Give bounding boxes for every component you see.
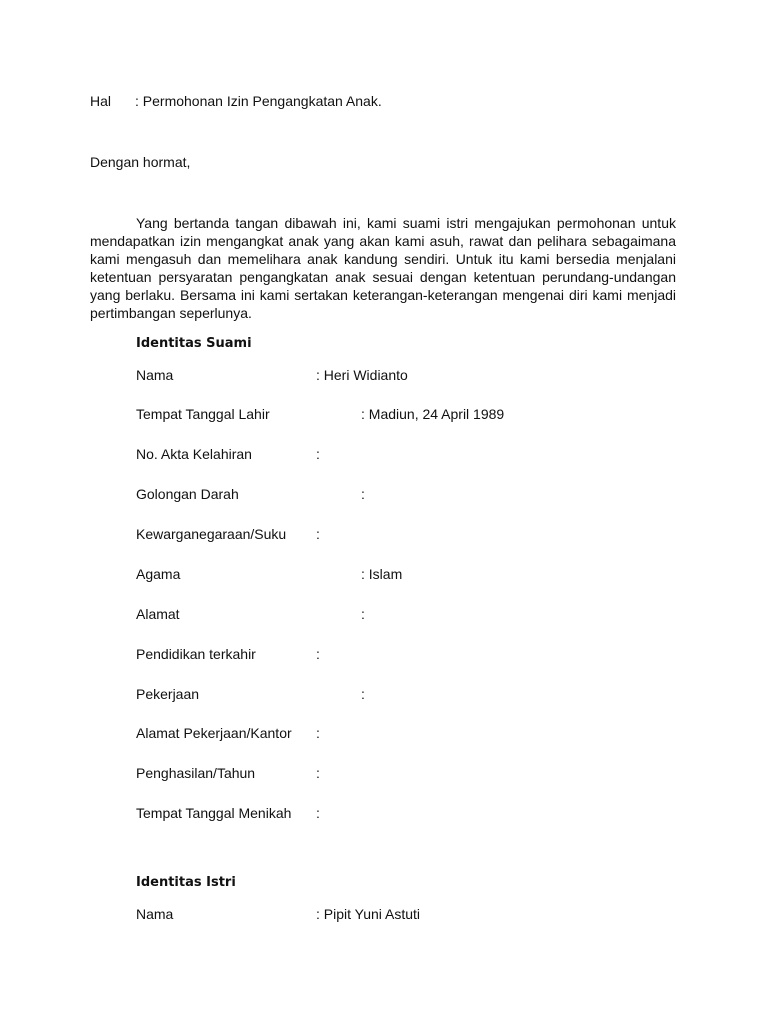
field-label: Alamat [136, 606, 180, 622]
field-label: Alamat Pekerjaan/Kantor [136, 725, 292, 741]
field-value: : [361, 606, 365, 622]
field-label: Tempat Tanggal Menikah [136, 805, 292, 821]
subject-label: Hal [90, 93, 112, 109]
field-value: : Islam [361, 566, 403, 582]
field-label: Kewarganegaraan/Suku [136, 526, 287, 542]
istri-heading: Identitas Istri [136, 875, 236, 890]
field-label: Pendidikan terkahir [136, 646, 256, 662]
field-value: : [316, 526, 320, 542]
field-label: Nama [136, 367, 174, 383]
field-value: : [316, 646, 320, 662]
field-label: Pekerjaan [136, 686, 200, 702]
field-value: : Madiun, 24 April 1989 [361, 406, 505, 422]
field-value: : [361, 486, 365, 502]
body-paragraph: Yang bertanda tangan dibawah ini, kami suami istri mengajukan permohonan untuk mendapatkan izin mengangkat anak yang akan kami asuh, rawat dan pelihara sebagaimana kami mengasuh dan memelihara anak kandung sendiri. Untuk itu kami bersedia menjalani ketentuan persyaratan pengangkatan anak sesuai dengan ketentuan perundang-undangan yang berlaku. Bersama ini kami sertakan keterangan-keterangan mengenai diri kami menjadi pertimbangan seperlunya. [90, 215, 676, 321]
greeting: Dengan hormat, [90, 154, 191, 170]
field-value: : [316, 765, 320, 781]
field-value: : Heri Widianto [316, 367, 408, 383]
field-label: Golongan Darah [136, 486, 239, 502]
field-label: Agama [136, 566, 181, 582]
field-label: Nama [136, 906, 174, 922]
field-value: : Pipit Yuni Astuti [316, 906, 421, 922]
field-value: : [316, 725, 320, 741]
field-label: Tempat Tanggal Lahir [136, 406, 270, 422]
suami-heading: Identitas Suami [136, 336, 252, 351]
field-label: No. Akta Kelahiran [136, 446, 252, 462]
field-value: : [361, 686, 365, 702]
field-value: : [316, 805, 320, 821]
field-label: Penghasilan/Tahun [136, 765, 256, 781]
field-value: : [316, 446, 320, 462]
subject-value: : Permohonan Izin Pengangkatan Anak. [135, 93, 382, 109]
